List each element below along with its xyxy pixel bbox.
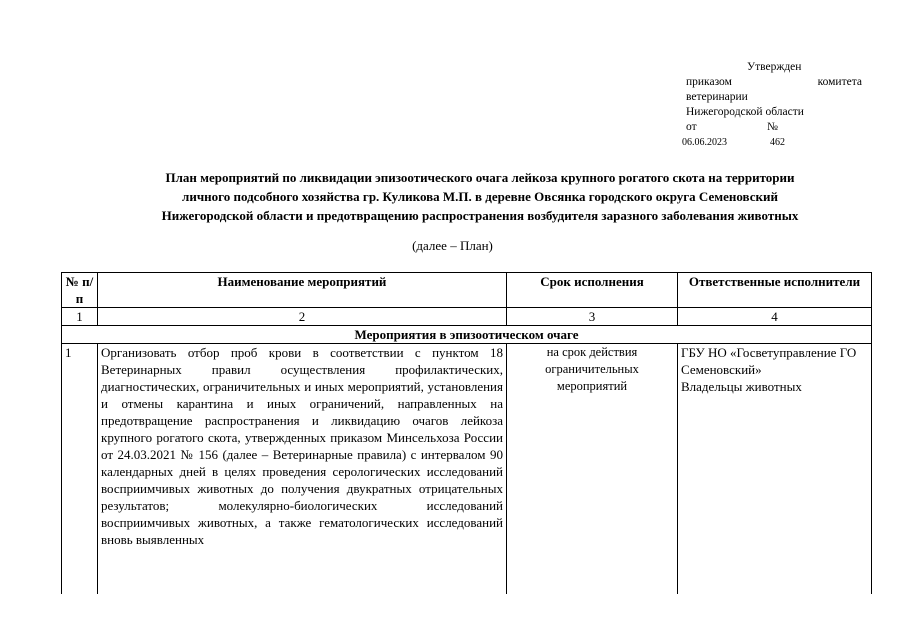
row-description-text: Организовать отбор проб крови в соответствии с пунктом 18 Ветеринарных правил осуществления профилактических, диагностических, ограничительных и иных мероприятий, установления и отмены карантина и иных ограничений, направленных на предотвращение распространения и ликвидацию очагов лейкоза крупного рогатого скота, утвержденных приказом Минсельхоза России от 24.03.2021 № 156 (далее – Ветеринарные правила) с интервалом 90 календарных дней в целях проведения серологических исследований восприимчивых животных до получения двукратных отрицательных результатов; молекулярно-биологических исследований восприимчивых животных, а также гематологических исследований вновь выявленных: [101, 345, 503, 547]
header-responsible: Ответственные исполнители: [678, 273, 872, 308]
plan-subtitle: (далее – План): [412, 238, 493, 253]
column-number: 4: [678, 308, 872, 326]
approval-line-1: [686, 75, 862, 90]
approval-from-label: от: [686, 121, 697, 133]
plan-title-line-2: личного подсобного хозяйства гр. Куликова М.П. в деревне Овсянка городского округа Семеновский: [182, 189, 778, 204]
approval-title: Утвержден: [747, 61, 802, 73]
approval-line-3: Нижегородской области: [686, 106, 804, 118]
row-description: [98, 344, 507, 595]
plan-title-line-3: Нижегородской области и предотвращению распространения возбудителя заразного заболевания животных: [161, 208, 799, 223]
column-number-row: [62, 308, 872, 326]
section-row: [62, 326, 872, 344]
plan-title-line-1: План мероприятий по ликвидации эпизоотического очага лейкоза крупного рогатого скота на территории: [165, 170, 795, 185]
plan-title: [100, 168, 860, 225]
approval-number-label: №: [767, 121, 778, 133]
header-name: Наименование мероприятий: [98, 273, 507, 308]
column-number: 3: [507, 308, 678, 326]
row-deadline: на срок действия ограничительных мероприятий: [507, 344, 678, 595]
approval-number: 462: [770, 137, 785, 148]
approval-block: [682, 60, 862, 150]
section-title: Мероприятия в эпизоотическом очаге: [62, 326, 872, 344]
approval-line-1-left: приказом: [686, 76, 732, 88]
row-responsible-1: ГБУ НО «Госветуправление ГО Семеновский»: [681, 345, 857, 377]
approval-values: [682, 135, 862, 150]
approval-line-1-right: комитета: [817, 76, 862, 88]
column-number: 1: [62, 308, 98, 326]
row-index: 1: [62, 344, 98, 595]
approval-date: 06.06.2023: [682, 137, 727, 148]
header-num: № п/п: [62, 273, 98, 308]
plan-table: [61, 272, 872, 594]
row-responsible: [678, 344, 872, 595]
approval-line-2: ветеринарии: [686, 91, 748, 103]
approval-number-labels: [686, 120, 796, 135]
header-deadline: Срок исполнения: [507, 273, 678, 308]
table-header-row: [62, 273, 872, 308]
table-row: [62, 344, 872, 595]
row-responsible-2: Владельцы животных: [681, 379, 802, 394]
column-number: 2: [98, 308, 507, 326]
